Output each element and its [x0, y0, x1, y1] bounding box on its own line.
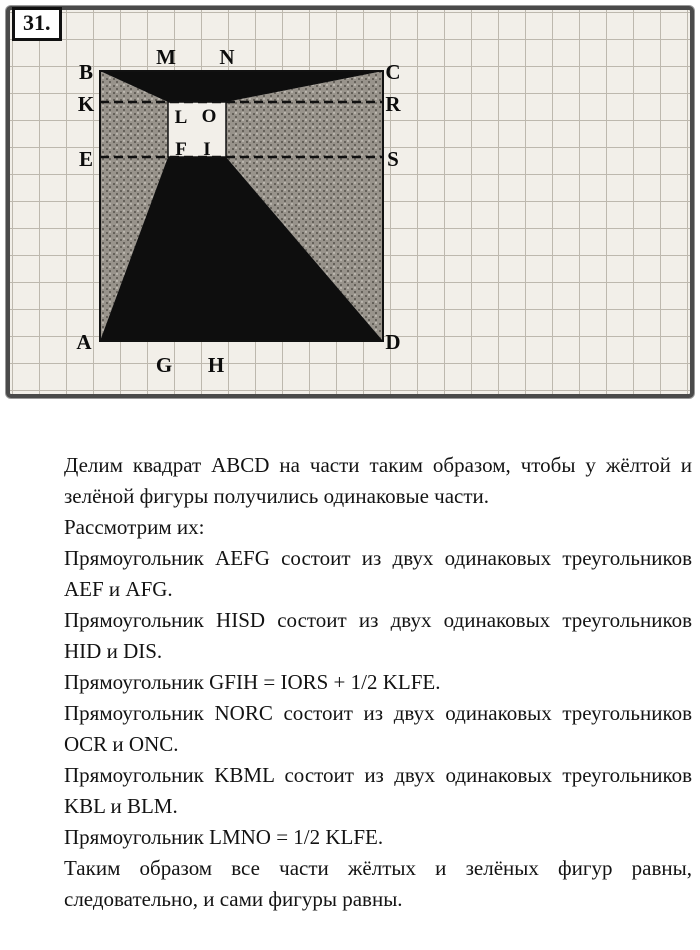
label-F: F — [175, 139, 187, 160]
solution-paragraph-9: Таким образом все части жёлтых и зелёных фигур равны, следовательно, и сами фигуры равны. — [64, 856, 692, 911]
label-I: I — [203, 139, 211, 160]
label-O: O — [201, 106, 217, 127]
solution-paragraph-6: Прямоугольник NORC состоит из двух одинаковых треугольников OCR и ONC. — [64, 701, 692, 756]
label-H: H — [207, 353, 225, 377]
solution-paragraph-5: Прямоугольник GFIH = IORS + 1/2 KLFE. — [64, 670, 441, 694]
geometry-figure — [0, 0, 700, 410]
label-A: A — [76, 330, 92, 354]
label-M: M — [156, 45, 176, 69]
figure-panel — [0, 0, 700, 410]
label-G: G — [155, 353, 173, 377]
solution-paragraph-8: Прямоугольник LMNO = 1/2 KLFE. — [64, 825, 384, 849]
label-C: C — [385, 60, 401, 84]
label-D: D — [385, 330, 401, 354]
label-S: S — [387, 147, 399, 171]
solution-paragraph-4: Прямоугольник HISD состоит из двух одинаковых треугольников HID и DIS. — [64, 608, 692, 663]
label-E: E — [78, 147, 94, 171]
solution-text — [64, 450, 692, 915]
solution-paragraph-7: Прямоугольник KBML состоит из двух одинаковых треугольников KBL и BLM. — [64, 763, 692, 818]
label-K: K — [77, 92, 95, 116]
problem-number-badge: 31. — [12, 7, 62, 41]
label-R: R — [385, 92, 401, 116]
label-N: N — [219, 45, 235, 69]
solution-paragraph-2: Рассмотрим их: — [64, 515, 205, 539]
solution-paragraph-1: Делим квадрат ABCD на части таким образом, чтобы у жёлтой и зелёной фигуры получились одинаковые части. — [64, 453, 692, 508]
label-L: L — [174, 107, 188, 128]
solution-paragraph-3: Прямоугольник AEFG состоит из двух одинаковых треугольников AEF и AFG. — [64, 546, 692, 601]
label-B: B — [78, 60, 94, 84]
